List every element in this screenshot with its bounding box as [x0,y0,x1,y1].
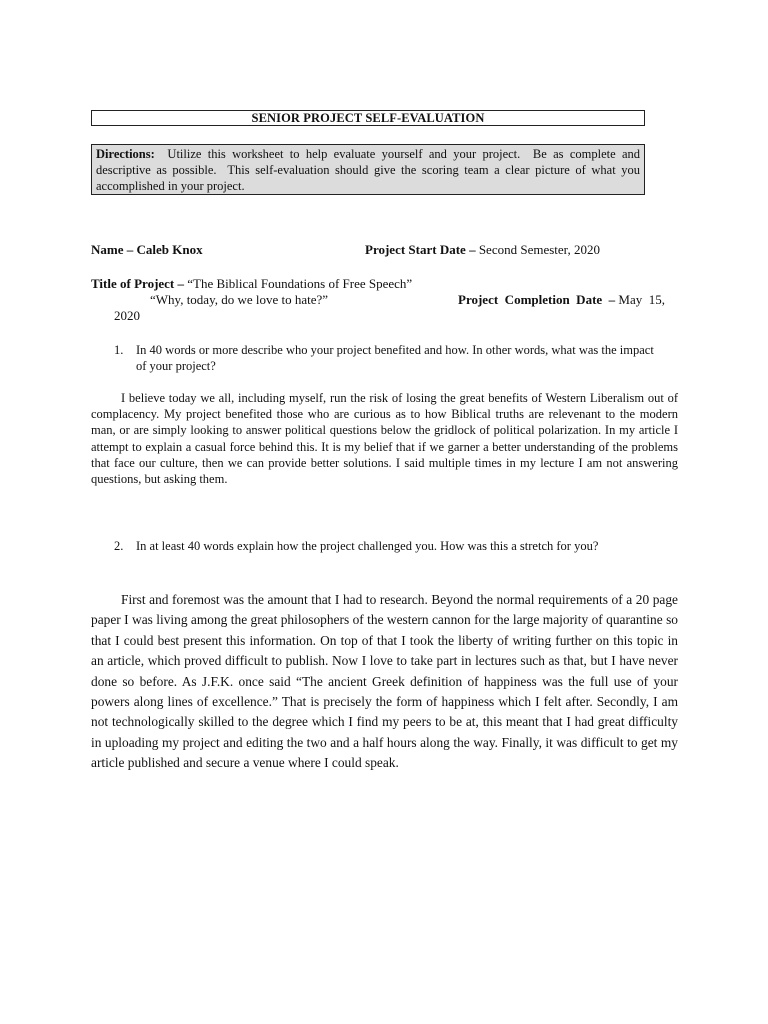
question-2 [114,538,674,554]
question-text: In 40 words or more describe who your project benefited and how. In other words, what was the impact of your project? [136,343,654,373]
project-title-field [91,276,412,292]
start-date-label: Project Start Date – [365,242,479,257]
completion-date-field [458,292,665,308]
completion-date-year-row [114,308,140,324]
name-value: Caleb Knox [136,242,203,257]
name-field [91,242,203,258]
answer-text: I believe today we all, including myself, run the risk of losing the great benefits of Western Liberalism out of complacency. My project benefited those who are curious as to how Biblical truths are relevenant to the modern man, or are simply looking to answer political questions below the gridlock of political polarization. In my article I attempt to explain a casual force behind this. It is my belief that if we garner a better understanding of the problems that face our culture, then we can provide better solutions. I said multiple times in my lecture I am not answering questions, but asking them. [91,391,678,487]
project-title-line2-row [150,292,328,308]
project-title-line1: “The Biblical Foundations of Free Speech” [187,276,413,291]
page-title [91,110,645,126]
name-label: Name – [91,242,137,257]
completion-date-year: 2020 [114,308,140,323]
directions-label: Directions: [96,147,155,161]
completion-date-label: Project Completion Date – [458,292,619,307]
answer-2 [91,590,678,774]
question-number: 2. [114,539,124,553]
answer-text: First and foremost was the amount that I had to research. Beyond the normal requirements of a 20 page paper I was living among the great philosophers of the western cannon for the large majority of quarantine so that I could best present this information. On top of that I took the liberty of writing further on this topic in an article, which proved difficult to publish. Now I love to take part in lectures such as that, but I have never done so before. As J.F.K. once said “The ancient Greek definition of happiness was the full use of your powers along lines of excellence.” That is precisely the form of happiness which I felt after. Secondly, I am not technologically skilled to the degree which I find my peers to be at, this meant that I had great difficulty in uploading my project and editing the two and a half hours along the way. Finally, it was difficult to get my article published and secure a venue where I could speak. [91,592,678,771]
question-number: 1. [114,343,124,357]
project-title-line2: “Why, today, do we love to hate?” [150,292,329,307]
page-title-text: SENIOR PROJECT SELF-EVALUATION [251,110,485,125]
project-title-label: Title of Project – [91,276,188,291]
answer-1 [91,390,678,487]
completion-date-value: May 15, [618,292,666,307]
directions-box [91,144,645,195]
directions-text: Utilize this worksheet to help evaluate yourself and your project. Be as complete and descriptive as possible. This self-evaluation should give the scoring team a clear picture of what you accomplished in your project. [96,147,644,193]
question-text: In at least 40 words explain how the project challenged you. How was this a stretch for you? [136,539,599,553]
question-1 [114,342,674,374]
start-date-field [365,242,600,258]
start-date-value: Second Semester, 2020 [478,242,600,257]
